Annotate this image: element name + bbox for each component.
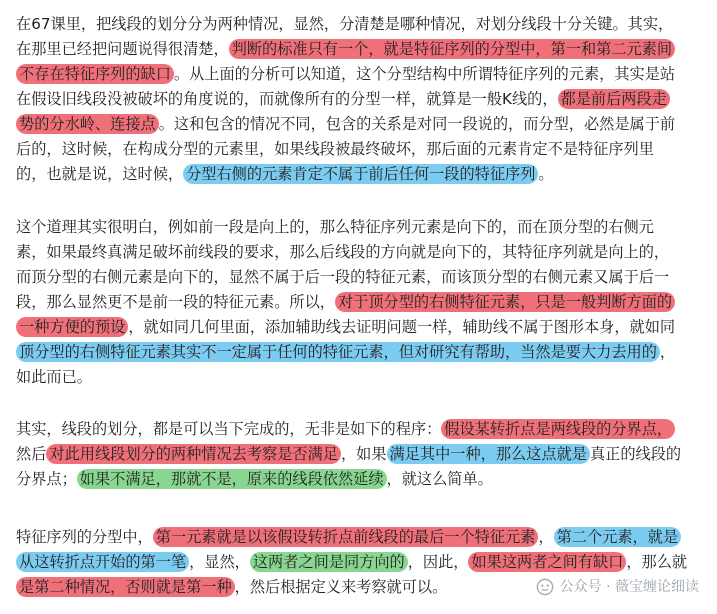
- para3-line1: [16, 416, 675, 442]
- para2-line3: [16, 264, 669, 290]
- highlight-green: 这两者之间是同方向的: [250, 552, 408, 572]
- highlight-blue: 从这转折点开始的第一笔: [16, 552, 189, 572]
- highlight-blue: 满足其中一种，那么这点就是: [387, 444, 590, 464]
- text-segment: 特征序列的分型中，: [16, 528, 153, 546]
- text-segment: 这个道理其实很明白，例如前一段是向上的，那么特征序列元素是向下的，而在顶分型的右侧元: [16, 218, 654, 236]
- para2-line5: [16, 314, 675, 340]
- text-segment: 其实，线段的划分，都是可以当下完成的，无非是如下的程序：: [16, 420, 442, 438]
- text-segment: 在67课里，把线段的划分分为两种情况，显然，分清楚是哪种情况，对划分线段十分关键。其实，: [16, 15, 674, 33]
- text-segment: ，就这么简单。: [386, 470, 493, 488]
- text-segment: 真正的线段的: [589, 445, 682, 463]
- text-segment: 的，也就是说，这时候，: [16, 165, 184, 183]
- text-segment: ，显然，: [189, 553, 250, 571]
- text-segment: 在假设旧线段没被破坏的角度说的，而就像所有的分型一样，就算是一般K线的，: [16, 90, 558, 108]
- watermark: [536, 574, 699, 600]
- para2-line2: [16, 239, 669, 265]
- text-segment: ，就如同几何里面，添加辅助线去证明问题一样，辅助线不属于图形本身，就如同: [128, 318, 676, 336]
- text-segment: ，如果: [340, 445, 387, 463]
- highlight-blue: 第二个元素，就是: [554, 527, 682, 547]
- highlight-red: 如果这两者之间有缺口: [468, 552, 626, 572]
- highlight-blue: 顶分型的右侧特征元素其实不一定属于任何的特征元素，但对研究有帮助，当然是要大力去用的: [16, 342, 660, 362]
- para1-line3: [16, 61, 675, 87]
- para3-line3: [16, 466, 493, 492]
- highlight-red: 假设某转折点是两线段的分界点，: [441, 419, 675, 439]
- para2-line1: [16, 214, 654, 240]
- para2-line6: [16, 339, 675, 365]
- text-segment: 素，如果最终真满足破坏前线段的要求，那么后线段的方向就是向下的，其特征序列就是向上的，: [16, 243, 670, 261]
- highlight-red: 一种方便的预设: [16, 317, 128, 337]
- text-segment: 。这和包含的情况不同，包含的关系是对同一段说的，而分型，必然是属于前: [158, 115, 676, 133]
- para4-line2: [16, 549, 687, 575]
- text-segment: 。从上面的分析可以知道，这个分型结构中所谓特征序列的元素，其实是站: [173, 65, 676, 83]
- text-segment: ，然后根据定义来考察就可以。: [234, 578, 448, 596]
- para3-line2: [16, 441, 681, 467]
- para4-line3: [16, 574, 447, 600]
- text-segment: 后的，这时候，在构成分型的元素里，如果线段被最终破坏，那后面的元素肯定不是特征序列里: [16, 140, 654, 158]
- text-segment: ，: [538, 528, 554, 546]
- highlight-red: 判断的标准只有一个，就是特征序列的分型中，第一和第二元素间: [229, 39, 675, 59]
- para1-line6: [16, 136, 654, 162]
- para4-line1: [16, 524, 681, 550]
- highlight-red: 不存在特征序列的缺口: [16, 64, 174, 84]
- text-segment: 段，那么显然更不是前一段的特征元素。所以，: [16, 293, 335, 311]
- para1-line4: [16, 86, 670, 112]
- para1-line2: [16, 36, 675, 62]
- highlight-red: 对于顶分型的右侧特征元素，只是一般判断方面的: [335, 292, 675, 312]
- text-segment: 而顶分型的右侧元素是向下的，显然不属于后一段的特征元素，而该顶分型的右侧元素又属于后一: [16, 268, 670, 286]
- text-segment: 在那里已经把问题说得很清楚，: [16, 40, 229, 58]
- text-segment: 分界点；: [16, 470, 77, 488]
- text-segment: ，: [659, 343, 676, 361]
- highlight-blue: 分型右侧的元素肯定不属于前后任何一段的特征序列: [183, 164, 538, 184]
- para2-line4: [16, 289, 675, 315]
- highlight-red: 是第二种情况，否则就是第一种: [16, 577, 235, 597]
- text-segment: ，因此，: [407, 553, 469, 571]
- highlight-green: 如果不满足，那就不是，原来的线段依然延续: [77, 469, 387, 489]
- para1-line7: [16, 161, 554, 187]
- text-segment: 然后: [16, 445, 47, 463]
- highlight-red: 势的分水岭、连接点: [16, 114, 159, 134]
- highlight-red: 都是前后两段走: [558, 89, 670, 109]
- highlight-red: 对此用线段划分的两种情况去考察是否满足: [46, 444, 341, 464]
- para1-line5: [16, 111, 675, 137]
- para2-line7: [16, 364, 92, 390]
- text-segment: ，那么就: [626, 553, 688, 571]
- para1-line1: [16, 11, 673, 37]
- text-segment: 。: [538, 165, 554, 183]
- text-segment: 如此而已。: [16, 368, 92, 386]
- highlight-red: 第一元素就是以该假设转折点前线段的最后一个特征元素: [153, 527, 539, 547]
- wechat-channel-icon: [536, 578, 554, 596]
- watermark-text: 公众号 · 薇宝缠论细读: [559, 579, 699, 595]
